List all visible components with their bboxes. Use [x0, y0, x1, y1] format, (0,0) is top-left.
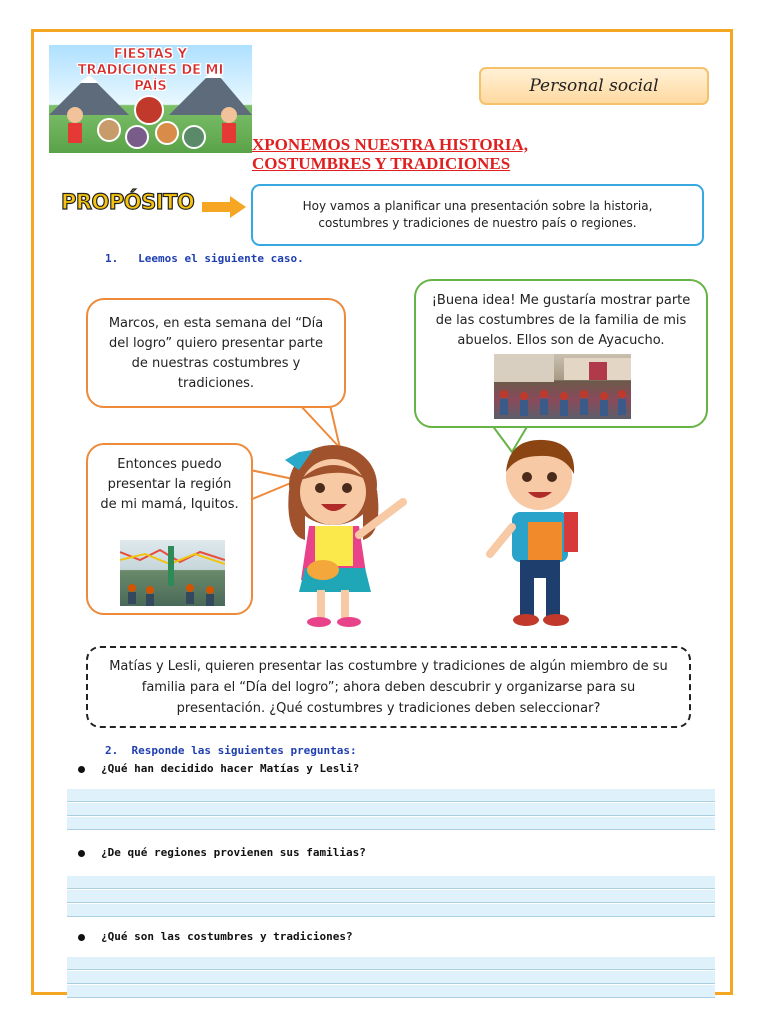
boy-speech-text: ¡Buena idea! Me gustaría mostrar parte de las costumbres de la familia de mis abuelos. Ellos son de Ayacucho.: [431, 293, 691, 348]
page-title-line1: XPONEMOS NUESTRA HISTORIA,: [252, 135, 528, 154]
ayacucho-photo: [494, 354, 631, 419]
question-1-text: ¿Qué han decidido hacer Matías y Lesli?: [101, 762, 360, 775]
banner-title-line2: TRADICIONES DE MI: [77, 63, 224, 78]
proposito-text: Hoy vamos a planificar una presentación sobre la historia, costumbres y tradiciones de nuestro país o regiones.: [302, 199, 653, 230]
proposito-label: PROPÓSITO: [61, 190, 195, 214]
section-2-number: 2.: [105, 744, 119, 757]
case-description-text: Matías y Lesli, quieren presentar las costumbre y tradiciones de algún miembro de su familia para el “Día del logro”; ahora deben descubrir y organizarse para su presentación. ¿Qué costumbres y tradiciones deben seleccionar?: [109, 658, 668, 716]
ayacucho-photo-scene: [494, 354, 631, 419]
question-2: [78, 846, 366, 859]
iquitos-photo-scene: [120, 540, 225, 606]
case-description-box: [86, 646, 691, 728]
page-title-line2: COSTUMBRES Y TRADICIONES: [252, 154, 511, 173]
question-3-text: ¿Qué son las costumbres y tradiciones?: [101, 930, 353, 943]
question-3: [78, 930, 353, 943]
answer-lines-1[interactable]: [67, 789, 715, 830]
boy-illustration: [484, 432, 594, 630]
banner-title-line3: PAÍS: [134, 79, 167, 94]
bullet-icon: [78, 850, 85, 857]
answer-lines-2[interactable]: [67, 876, 715, 917]
banner-title-line1: FIESTAS Y: [113, 47, 188, 62]
section-2-text: Responde las siguientes preguntas:: [131, 744, 357, 757]
question-2-text: ¿De qué regiones provienen sus familias?: [101, 846, 366, 859]
girl-illustration: [275, 440, 420, 630]
girl-speech-text-1: Marcos, en esta semana del “Día del logro” quiero presentar parte de nuestras costumbres y tradiciones.: [108, 316, 324, 391]
girl-speech-bubble-1: [86, 298, 346, 408]
answer-lines-3[interactable]: [67, 957, 715, 998]
question-1: [78, 762, 359, 775]
subject-label: Personal social: [479, 67, 709, 105]
girl-speech-text-2: Entonces puedo presentar la región de mi mamá, Iquitos.: [100, 457, 239, 512]
bullet-icon: [78, 766, 85, 773]
iquitos-photo: [120, 540, 225, 606]
section-1-number: 1.: [105, 252, 119, 265]
section-2-heading: [105, 744, 357, 757]
section-1-text: Leemos el siguiente caso.: [138, 252, 304, 265]
bullet-icon: [78, 934, 85, 941]
